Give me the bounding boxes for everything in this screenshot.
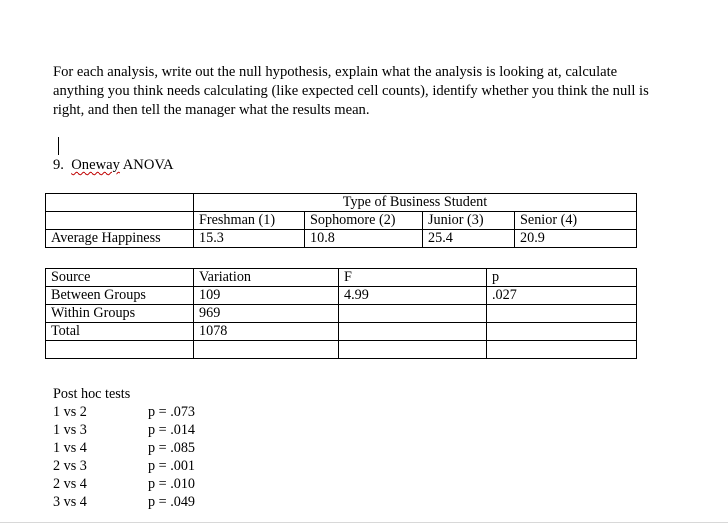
column-header: F	[339, 269, 487, 287]
anova-table	[45, 268, 637, 359]
table-cell: .027	[487, 287, 637, 305]
table-row	[46, 305, 637, 323]
section-title-rest: ANOVA	[122, 157, 174, 173]
empty-cell	[487, 341, 637, 359]
row-label: Average Happiness	[46, 230, 194, 248]
posthoc-comparison: 1 vs 4	[53, 440, 87, 456]
column-header: p	[487, 269, 637, 287]
section-heading	[53, 156, 174, 175]
table-cell: Within Groups	[46, 305, 194, 323]
posthoc-comparison: 1 vs 3	[53, 422, 87, 438]
list-item	[53, 457, 253, 475]
list-item	[53, 403, 253, 421]
posthoc-p-value: p = .049	[148, 494, 196, 510]
column-header: Freshman (1)	[194, 212, 305, 230]
table-cell: 1078	[194, 323, 339, 341]
table-row	[46, 194, 637, 212]
list-item	[53, 421, 253, 439]
posthoc-comparison: 1 vs 2	[53, 404, 87, 420]
empty-cell	[46, 212, 194, 230]
empty-cell	[194, 341, 339, 359]
column-header: Source	[46, 269, 194, 287]
posthoc-title: Post hoc tests	[53, 386, 131, 402]
column-header: Junior (3)	[423, 212, 515, 230]
table-cell: Between Groups	[46, 287, 194, 305]
posthoc-list	[53, 385, 253, 511]
column-header: Sophomore (2)	[305, 212, 423, 230]
section-title-word: Oneway	[71, 157, 120, 173]
empty-cell	[46, 341, 194, 359]
empty-cell	[46, 194, 194, 212]
table-cell	[487, 305, 637, 323]
posthoc-comparison: 2 vs 3	[53, 458, 87, 474]
table-cell: 969	[194, 305, 339, 323]
posthoc-p-value: p = .073	[148, 404, 196, 420]
list-item	[53, 439, 253, 457]
table-row	[46, 341, 637, 359]
table-cell: 10.8	[305, 230, 423, 248]
table-cell: 15.3	[194, 230, 305, 248]
table-cell: Total	[46, 323, 194, 341]
section-number: 9.	[53, 157, 64, 173]
posthoc-comparison: 3 vs 4	[53, 494, 87, 510]
group-header: Type of Business Student	[194, 194, 637, 212]
table-row	[46, 323, 637, 341]
text-cursor	[58, 137, 59, 155]
empty-cell	[339, 341, 487, 359]
table-cell	[339, 305, 487, 323]
posthoc-comparison: 2 vs 4	[53, 476, 87, 492]
column-header: Senior (4)	[515, 212, 637, 230]
instructions-paragraph: For each analysis, write out the null hypothesis, explain what the analysis is looking at, calculate anything you think needs calculating (like expected cell counts), identify whether you think the null is right, and then tell the manager what the results mean.	[53, 64, 649, 118]
column-header: Variation	[194, 269, 339, 287]
table-cell: 25.4	[423, 230, 515, 248]
table-cell	[339, 323, 487, 341]
table-row	[46, 212, 637, 230]
posthoc-p-value: p = .014	[148, 422, 196, 438]
list-item	[53, 493, 253, 511]
table-cell	[487, 323, 637, 341]
table-row	[46, 269, 637, 287]
table-cell: 4.99	[339, 287, 487, 305]
happiness-table	[45, 193, 637, 248]
table-cell: 20.9	[515, 230, 637, 248]
posthoc-p-value: p = .010	[148, 476, 196, 492]
table-row	[46, 287, 637, 305]
table-cell: 109	[194, 287, 339, 305]
page-divider	[0, 522, 728, 523]
table-row	[46, 230, 637, 248]
posthoc-p-value: p = .001	[148, 458, 196, 474]
list-item	[53, 475, 253, 493]
posthoc-p-value: p = .085	[148, 440, 196, 456]
